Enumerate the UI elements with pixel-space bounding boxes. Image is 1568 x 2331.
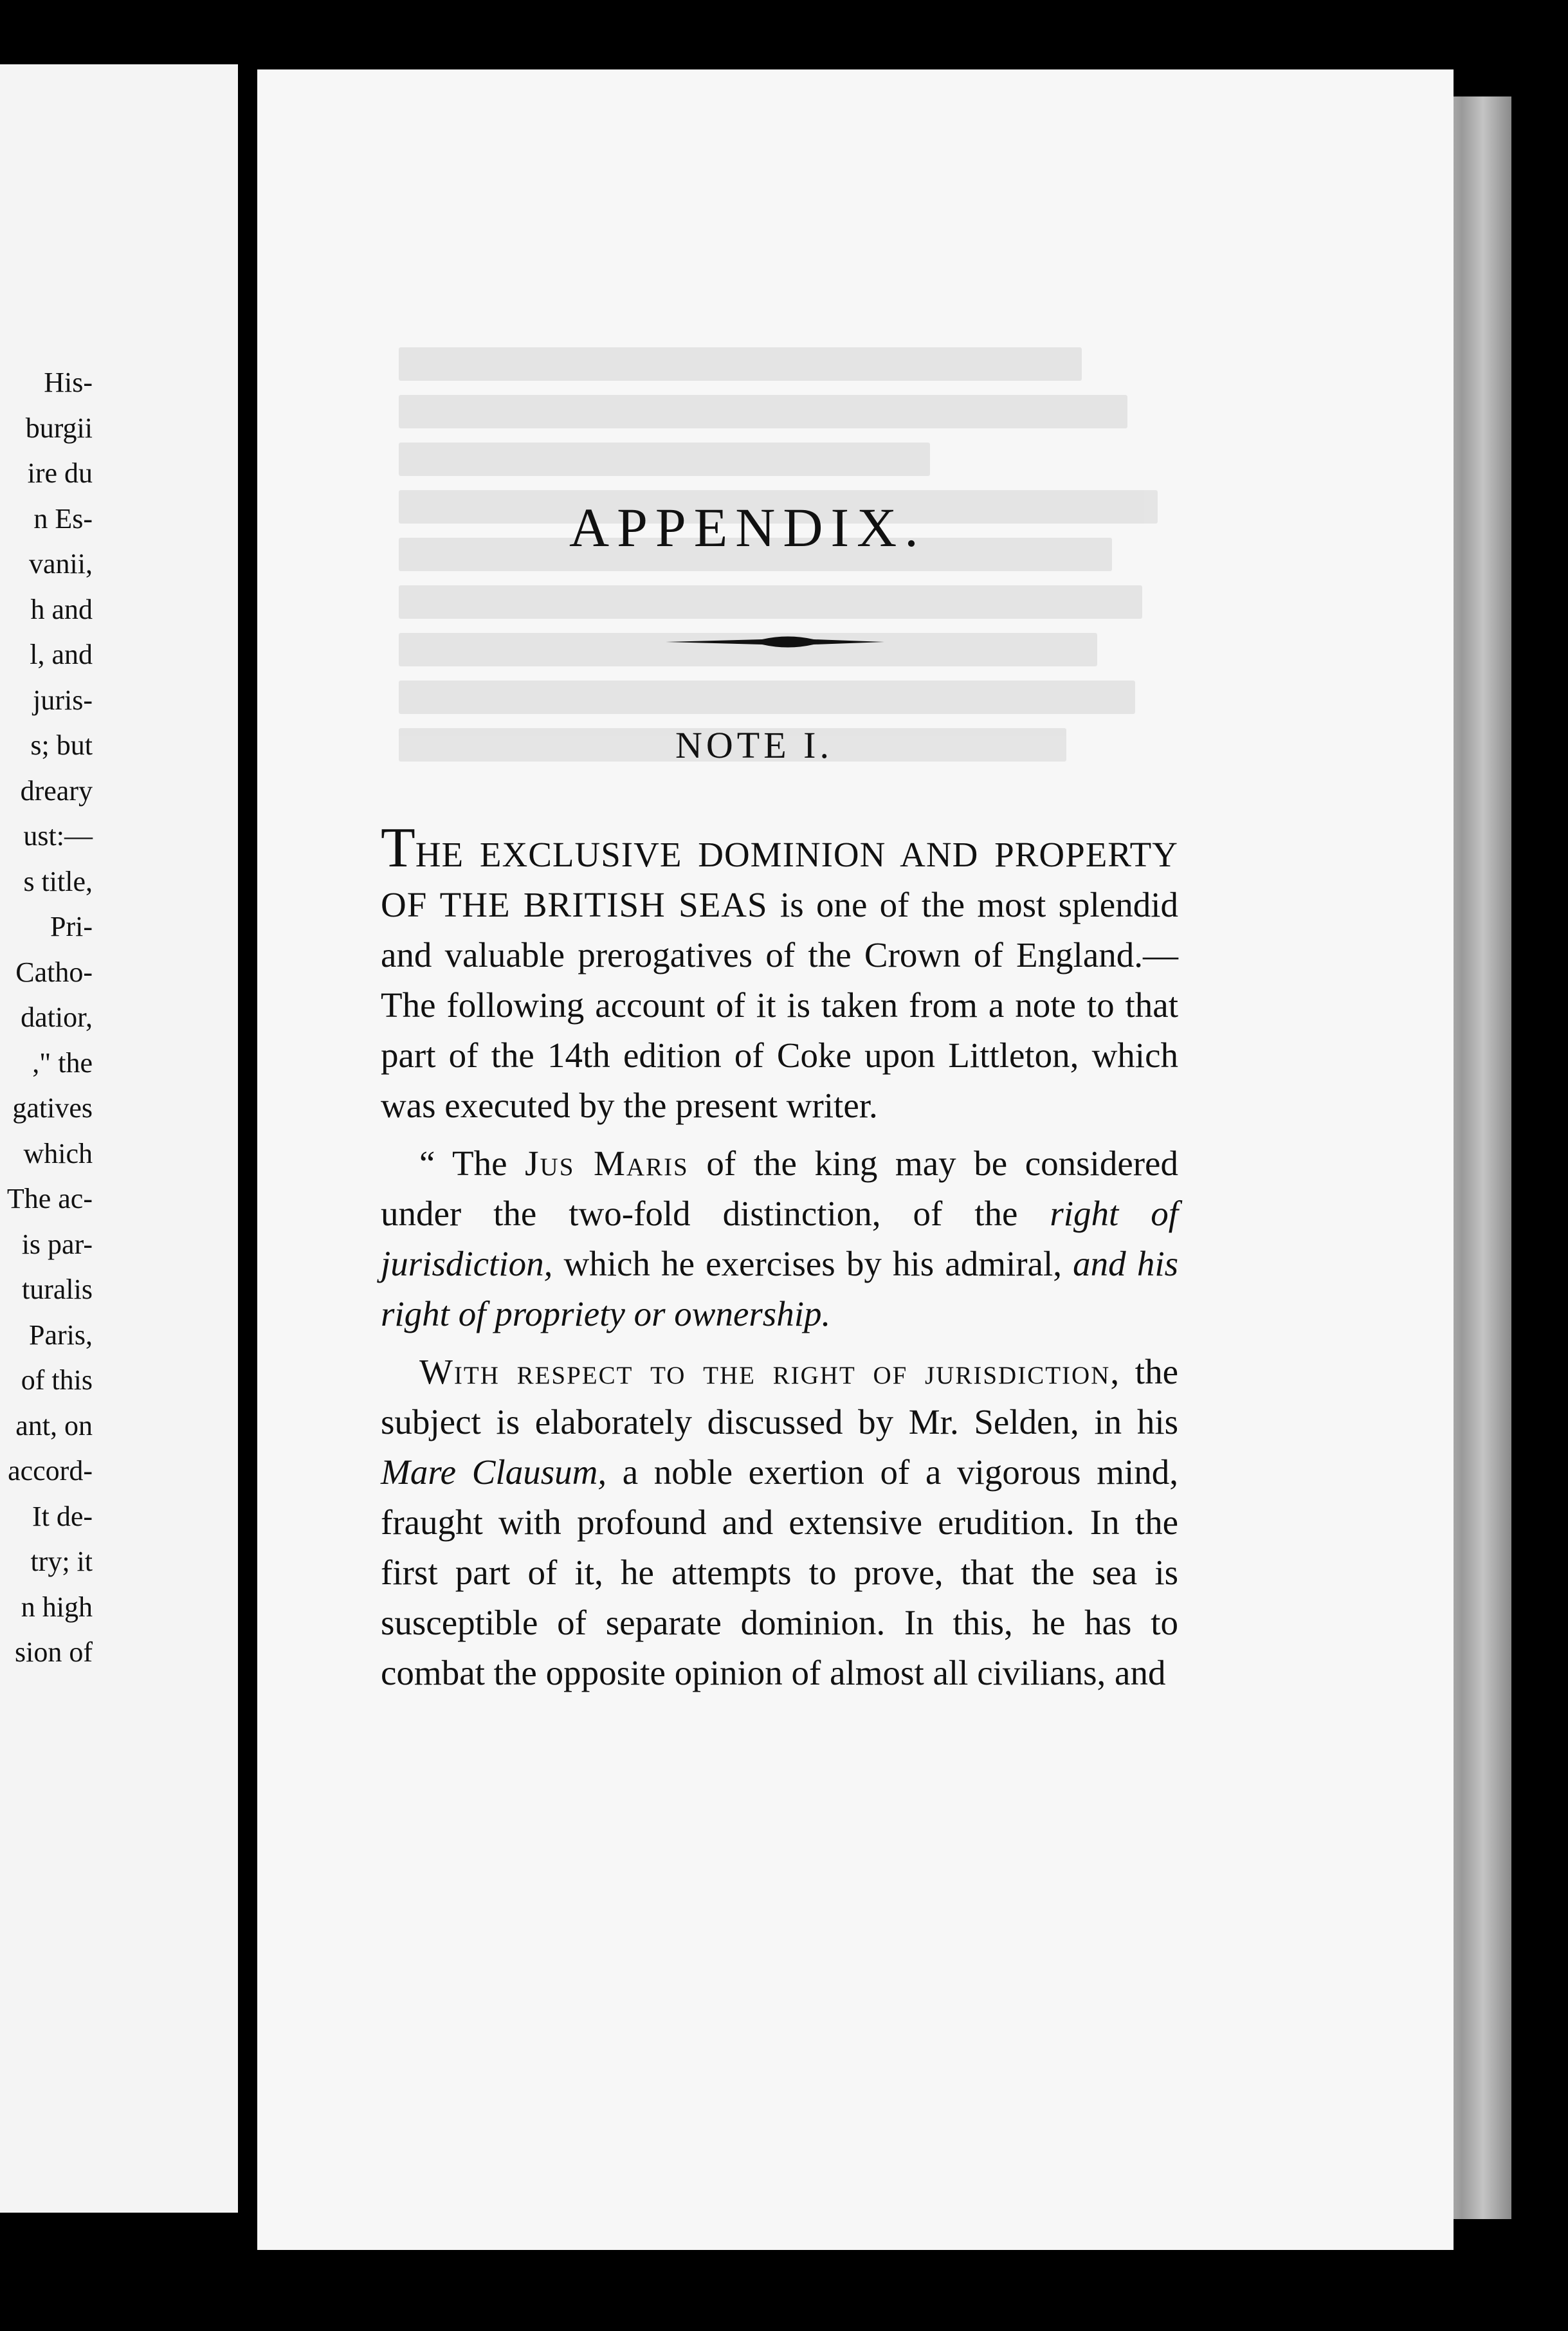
left-line: datior, — [21, 1001, 93, 1033]
p2-text-2: of the king may be considered under the two-fold distinction, of the — [381, 1144, 1178, 1233]
left-line: try; it — [30, 1546, 93, 1577]
left-line: ire du — [27, 457, 93, 489]
p2-italic-2: and his right of propriety or ownership. — [381, 1244, 1178, 1333]
p2-italic-1: right of jurisdiction, — [381, 1194, 1178, 1283]
left-line: His- — [44, 367, 93, 398]
left-line: accord- — [8, 1455, 93, 1486]
p2-text-1: “ The — [419, 1144, 525, 1183]
left-line: vanii, — [29, 548, 93, 580]
left-line: l, and — [30, 639, 93, 670]
left-page-text — [0, 360, 96, 1676]
left-line: burgii — [25, 412, 93, 444]
left-line: turalis — [22, 1274, 93, 1305]
body-text — [381, 817, 1179, 1698]
left-line: ust:— — [23, 820, 93, 852]
jus-maris: Jus Maris — [525, 1144, 689, 1183]
left-line: of this — [21, 1364, 93, 1396]
paragraph-3 — [381, 1347, 1178, 1698]
note-title: NOTE I. — [675, 724, 833, 766]
left-line: h and — [30, 593, 93, 625]
book-spine — [238, 51, 257, 2213]
caps-lead: HE EXCLUSIVE DOMINION AND PROPERTY OF THE BRITISH SEAS — [381, 835, 1178, 924]
paragraph-1 — [381, 817, 1179, 1131]
left-line: sion of — [15, 1636, 93, 1668]
left-line: Pri- — [50, 911, 93, 942]
left-line: The ac- — [6, 1183, 93, 1214]
left-line: which — [23, 1137, 93, 1169]
paragraph-2 — [381, 1138, 1178, 1339]
mare-clausum: Mare Clausum, — [381, 1452, 607, 1492]
left-line: ant, on — [15, 1409, 93, 1441]
left-line: n Es- — [33, 502, 93, 535]
p3-text-1: , the subject is elaborately discussed by Mr. Selden, in his — [381, 1352, 1178, 1441]
left-line: It de- — [32, 1500, 93, 1532]
p2-text-3: which he exercises by his admiral, — [552, 1244, 1073, 1283]
p3-text-2: a noble exertion of a vigorous mind, fraught with profound and extensive erudition. In the first part of it, he attempts to prove, that the sea is susceptible of separate dominion. In this, he has to combat the opposite opinion of almost all civilians, and — [381, 1452, 1179, 1692]
paragraph-1-text: is one of the most splendid and valuable prerogatives of the Crown of England.—The following account of it is taken from a note to that part of the 14th edition of Coke upon Littleton, which was executed by the present writer. — [381, 885, 1179, 1125]
left-page — [0, 64, 238, 2213]
left-line: is par- — [21, 1228, 93, 1260]
appendix-heading: APPENDIX. — [569, 497, 926, 558]
left-line: s; but — [30, 729, 93, 761]
left-line: s title, — [23, 865, 93, 897]
p3-small-caps: With respect to the right of jurisdiction — [419, 1352, 1111, 1391]
left-line: juris- — [33, 684, 93, 716]
left-line: gatives — [12, 1092, 93, 1124]
ornamental-rule — [666, 634, 884, 650]
left-line: n high — [21, 1591, 93, 1623]
drop-cap: T — [381, 817, 415, 879]
left-line: Paris, — [29, 1319, 93, 1351]
left-line: ," the — [32, 1047, 93, 1079]
left-line: dreary — [20, 774, 93, 807]
left-line: Catho- — [15, 956, 93, 988]
